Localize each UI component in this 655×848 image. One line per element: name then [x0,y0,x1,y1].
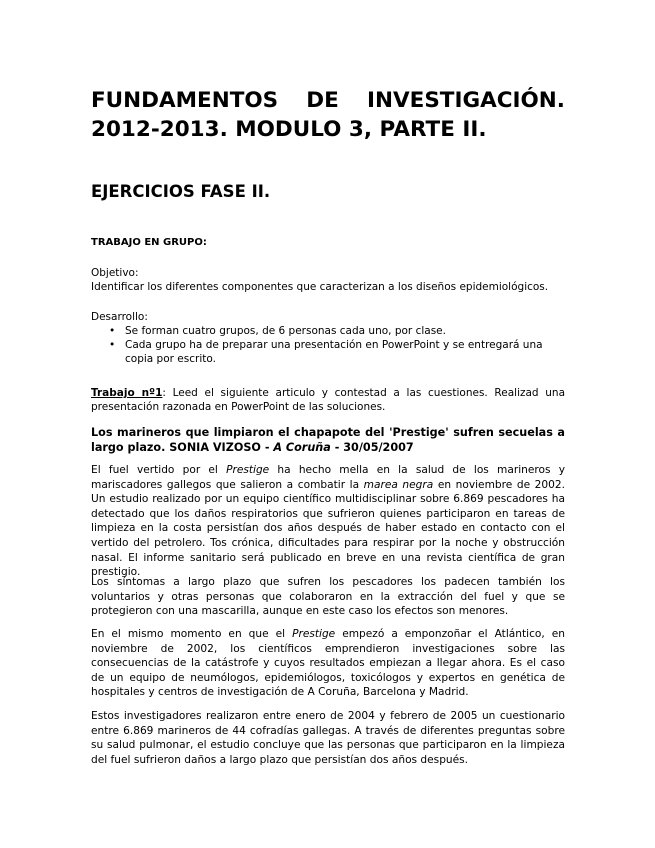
paragraph-italic: marea negra [363,478,434,491]
paragraph-italic: Prestige [292,628,336,640]
paragraph-italic: Prestige [226,464,270,476]
task-paragraph [91,386,565,414]
article-headline [91,425,565,455]
document-title [91,86,565,144]
title-word: INVESTIGACIÓN. [367,88,565,113]
article-date: 30/05/2007 [343,441,414,454]
article-paragraph-2: Los síntomas a largo plazo que sufren los pescadores los padecen también los voluntarios y otras personas que colaboraron en la extracción del fuel y que se protegieron con una mascarilla, aunque en este caso los efectos son menores. [91,576,565,618]
article-paragraph-3 [91,627,565,700]
development-block [91,310,565,366]
objective-label: Objetivo: [91,267,139,279]
byline-separator: - [330,441,344,454]
title-line-2: 2012-2013. MODULO 3, PARTE II. [91,117,487,142]
paragraph-text: ha hecho mella en la salud de los marineros y mariscadores gallegos que salieron a combatir la [91,464,565,491]
title-word: DE [306,88,339,113]
headline-text: Los marineros que limpiaron el chapapote del 'Prestige' sufren secuelas a largo plazo. [91,426,565,454]
development-list [91,324,565,366]
paragraph-text: en noviembre de 2002. Un estudio realizado por un equipo científico multidisciplinar sobre 6.869 pescadores ha detectado que los daños respiratorios que sufrieron quienes participaron en tareas de limpieza en la costa persistían dos años después de haber estado en contacto con el vertido del petrolero. Tos crónica, dificultades para respirar por la noche y obstrucción nasal. El informe sanitario será publicado en breve en una revista científica de gran prestigio. [91,478,566,579]
section-heading: EJERCICIOS FASE II. [91,182,271,201]
article-paragraph-1 [91,463,565,580]
task-text: : Leed el siguiente articulo y contestad a las cuestiones. Realizad una presentación razonada en PowerPoint de las soluciones. [91,387,566,413]
objective-block [91,266,565,294]
article-paragraph-4: Estos investigadores realizaron entre enero de 2004 y febrero de 2005 un cuestionario entre 6.869 marineros de 44 cofradías gallegas. A través de diferentes preguntas sobre su salud pulmonar, el estudio concluye que las personas que participaron en la limpieza del fuel sufrieron daños a largo plazo que persistían dos años después. [91,710,565,766]
article-author: SONIA VIZOSO [169,441,261,454]
title-line-1 [91,86,565,115]
objective-text: Identificar los diferentes componentes que caracterizan a los diseños epidemiológicos. [91,281,549,293]
development-label: Desarrollo: [91,311,148,323]
article-location: A Coruña [273,441,331,454]
paragraph-text: El fuel vertido por el [91,464,227,476]
paragraph-text: empezó a emponzoñar el Atlántico, en noviembre de 2002, los científicos emprendieron investigaciones sobre las consecuencias de la catástrofe y cuyos resultados empiezan a llegar ahora. Es el caso de un equipo de neumólogos, epidemiólogos, toxicólogos y expertos en genética de hospitales y centros de investigación de A Coruña, Barcelona y Madrid. [91,628,565,699]
paragraph-text: En el mismo momento en que el [91,628,293,640]
list-item: • Se forman cuatro grupos, de 6 personas cada uno, por clase. [91,324,565,338]
list-item: • Cada grupo ha de preparar una presentación en PowerPoint y se entregará una copia por escrito. [91,338,565,366]
title-word: FUNDAMENTOS [91,88,279,113]
byline-separator: - [260,441,274,454]
group-work-label: TRABAJO EN GRUPO: [91,237,207,248]
task-label: Trabajo nº1 [91,387,163,399]
